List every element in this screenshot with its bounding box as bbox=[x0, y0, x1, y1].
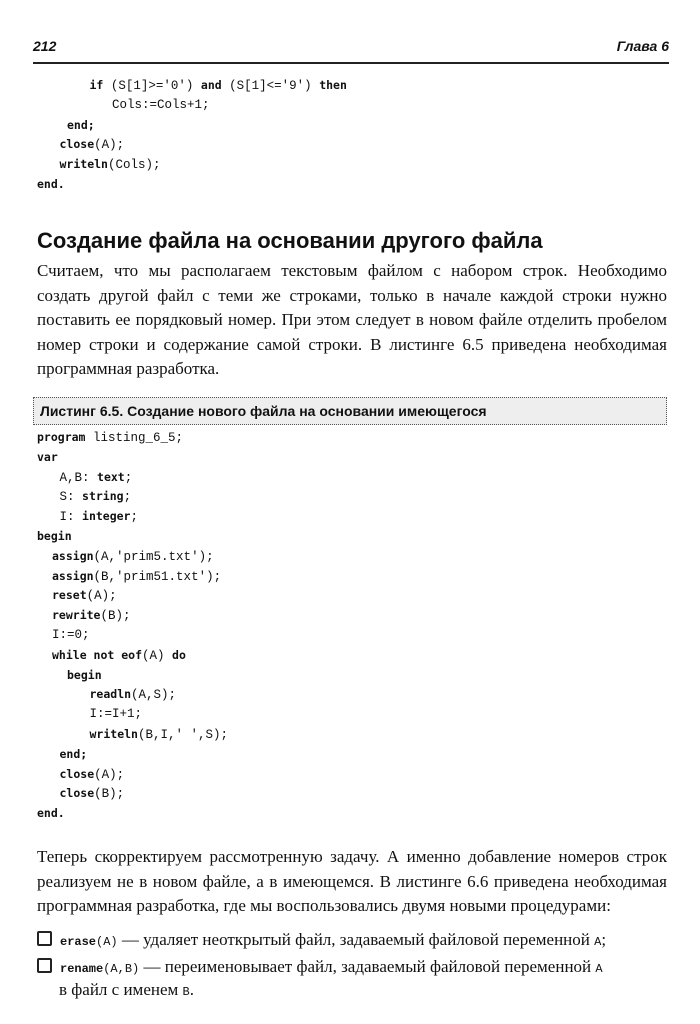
code-keyword: begin bbox=[67, 667, 102, 682]
code-keyword: close bbox=[59, 766, 95, 781]
code-keyword: end. bbox=[37, 806, 65, 821]
code-text: ; bbox=[123, 490, 132, 505]
bullet-rename bbox=[37, 955, 667, 1001]
code-text: I:=I+1; bbox=[89, 707, 143, 722]
code-line bbox=[37, 448, 228, 468]
code-var: A bbox=[594, 935, 602, 949]
checkbox-bullet-icon bbox=[37, 931, 52, 946]
code-line bbox=[37, 586, 228, 606]
code-listing bbox=[37, 428, 228, 824]
code-keyword: rewrite bbox=[52, 608, 101, 623]
code-text: (A); bbox=[86, 589, 117, 604]
code-keyword: then bbox=[319, 78, 347, 92]
code-keyword: integer bbox=[82, 509, 131, 524]
code-keyword: assign bbox=[52, 548, 94, 563]
code-keyword: close bbox=[59, 786, 95, 801]
intro-paragraph: Считаем, что мы располагаем текстовым файлом с набором строк. Необходимо создать другой файл с теми же строками, только в начале каждой строки нужно поставить ее порядковый номер. При этом следует в новом файле отделить пробелом номер строки и содержание самой строки. В листинге 6.5 приведена необходимая программная разработка. bbox=[37, 261, 667, 378]
code-keyword: erase bbox=[60, 935, 97, 949]
code-line bbox=[37, 547, 228, 567]
chapter-label: Глава 6 bbox=[616, 38, 669, 54]
code-text: I: bbox=[59, 510, 83, 525]
bullet-tail: ; bbox=[601, 930, 607, 949]
code-text: (B); bbox=[100, 609, 131, 624]
code-line bbox=[37, 804, 228, 824]
code-text: ; bbox=[124, 470, 133, 485]
checkbox-bullet-icon bbox=[37, 958, 52, 973]
code-text: S: bbox=[59, 490, 83, 505]
code-line bbox=[37, 705, 228, 725]
code-line bbox=[37, 725, 228, 745]
code-keyword: while not eof bbox=[52, 647, 143, 662]
code-args: (A) bbox=[96, 935, 118, 949]
code-text: (A,'prim5.txt'); bbox=[93, 549, 214, 564]
code-line bbox=[37, 175, 347, 195]
code-keyword: and bbox=[200, 78, 222, 92]
code-text: (B); bbox=[94, 787, 125, 802]
page-number: 212 bbox=[33, 38, 57, 54]
code-line bbox=[37, 76, 347, 96]
code-text: (Cols); bbox=[107, 158, 161, 173]
bullet-tail: . bbox=[189, 980, 194, 999]
code-keyword: assign bbox=[52, 568, 94, 583]
code-line bbox=[37, 527, 228, 547]
code-line bbox=[37, 606, 228, 626]
code-var: B bbox=[182, 985, 190, 999]
code-line bbox=[37, 626, 228, 646]
code-line bbox=[37, 745, 228, 765]
code-line bbox=[37, 428, 228, 448]
code-keyword: close bbox=[59, 137, 95, 152]
code-line bbox=[37, 96, 347, 116]
code-text: (B,I,' ',S); bbox=[137, 727, 228, 742]
code-keyword: text bbox=[97, 469, 125, 484]
code-line bbox=[37, 116, 347, 136]
code-args: (A,B) bbox=[103, 962, 140, 976]
code-block-top bbox=[37, 76, 347, 195]
bullet-text: — удаляет неоткрытый файл, задаваемый файловой переменной bbox=[117, 930, 595, 949]
code-line bbox=[37, 666, 228, 686]
code-line bbox=[37, 487, 228, 507]
code-line bbox=[37, 507, 228, 527]
code-keyword: writeln bbox=[59, 157, 108, 172]
code-line bbox=[37, 765, 228, 785]
header-rule bbox=[33, 62, 669, 64]
code-text: (A) bbox=[142, 648, 173, 663]
code-line bbox=[37, 567, 228, 587]
code-keyword: end. bbox=[37, 176, 65, 191]
code-keyword: do bbox=[172, 647, 186, 662]
code-text: (S[1]>='0') bbox=[103, 79, 201, 93]
code-keyword: writeln bbox=[89, 726, 138, 741]
code-keyword: var bbox=[37, 449, 58, 464]
code-keyword: program bbox=[37, 430, 86, 444]
code-line bbox=[37, 685, 228, 705]
code-keyword: if bbox=[89, 78, 104, 92]
listing-caption: Листинг 6.5. Создание нового файла на основании имеющегося bbox=[40, 403, 487, 419]
code-text: Cols:=Cols+1; bbox=[112, 97, 210, 112]
bullet-tail: в файл с именем bbox=[59, 980, 183, 999]
code-keyword: string bbox=[82, 489, 124, 504]
code-keyword: end; bbox=[67, 117, 95, 132]
code-keyword: begin bbox=[37, 528, 72, 543]
code-keyword: rename bbox=[60, 962, 104, 976]
bullet-erase bbox=[37, 928, 667, 951]
code-keyword: reset bbox=[52, 588, 87, 603]
code-text: (S[1]<='9') bbox=[221, 79, 320, 93]
code-text: (A); bbox=[94, 767, 125, 782]
code-keyword: readln bbox=[89, 687, 132, 702]
section-title: Создание файла на основании другого файла bbox=[37, 228, 543, 253]
code-text: ; bbox=[130, 510, 138, 525]
followup-paragraph: Теперь скорректируем рассмотренную задачу. А именно добавление номеров строк реализуем не в новом файле, а в имеющемся. В листинге 6.6 приведена необходимая программная разработка, где мы воспользовались двумя новыми процедурами: bbox=[37, 847, 667, 915]
bullet-text: — переименовывает файл, задаваемый файловой переменной bbox=[139, 957, 596, 976]
code-line bbox=[37, 135, 347, 155]
code-line bbox=[37, 784, 228, 804]
code-keyword: end; bbox=[59, 746, 88, 761]
code-text: listing_6_5; bbox=[85, 431, 183, 445]
code-text: (A,S); bbox=[131, 688, 177, 703]
code-text: I:=0; bbox=[52, 627, 90, 642]
code-text: (A); bbox=[94, 138, 125, 153]
code-line bbox=[37, 468, 228, 488]
code-text: A,B: bbox=[59, 470, 98, 485]
listing-caption-box bbox=[33, 397, 667, 425]
code-var: A bbox=[595, 962, 603, 976]
code-line bbox=[37, 646, 228, 666]
code-text: (B,'prim51.txt'); bbox=[93, 569, 222, 584]
code-line bbox=[37, 155, 347, 175]
